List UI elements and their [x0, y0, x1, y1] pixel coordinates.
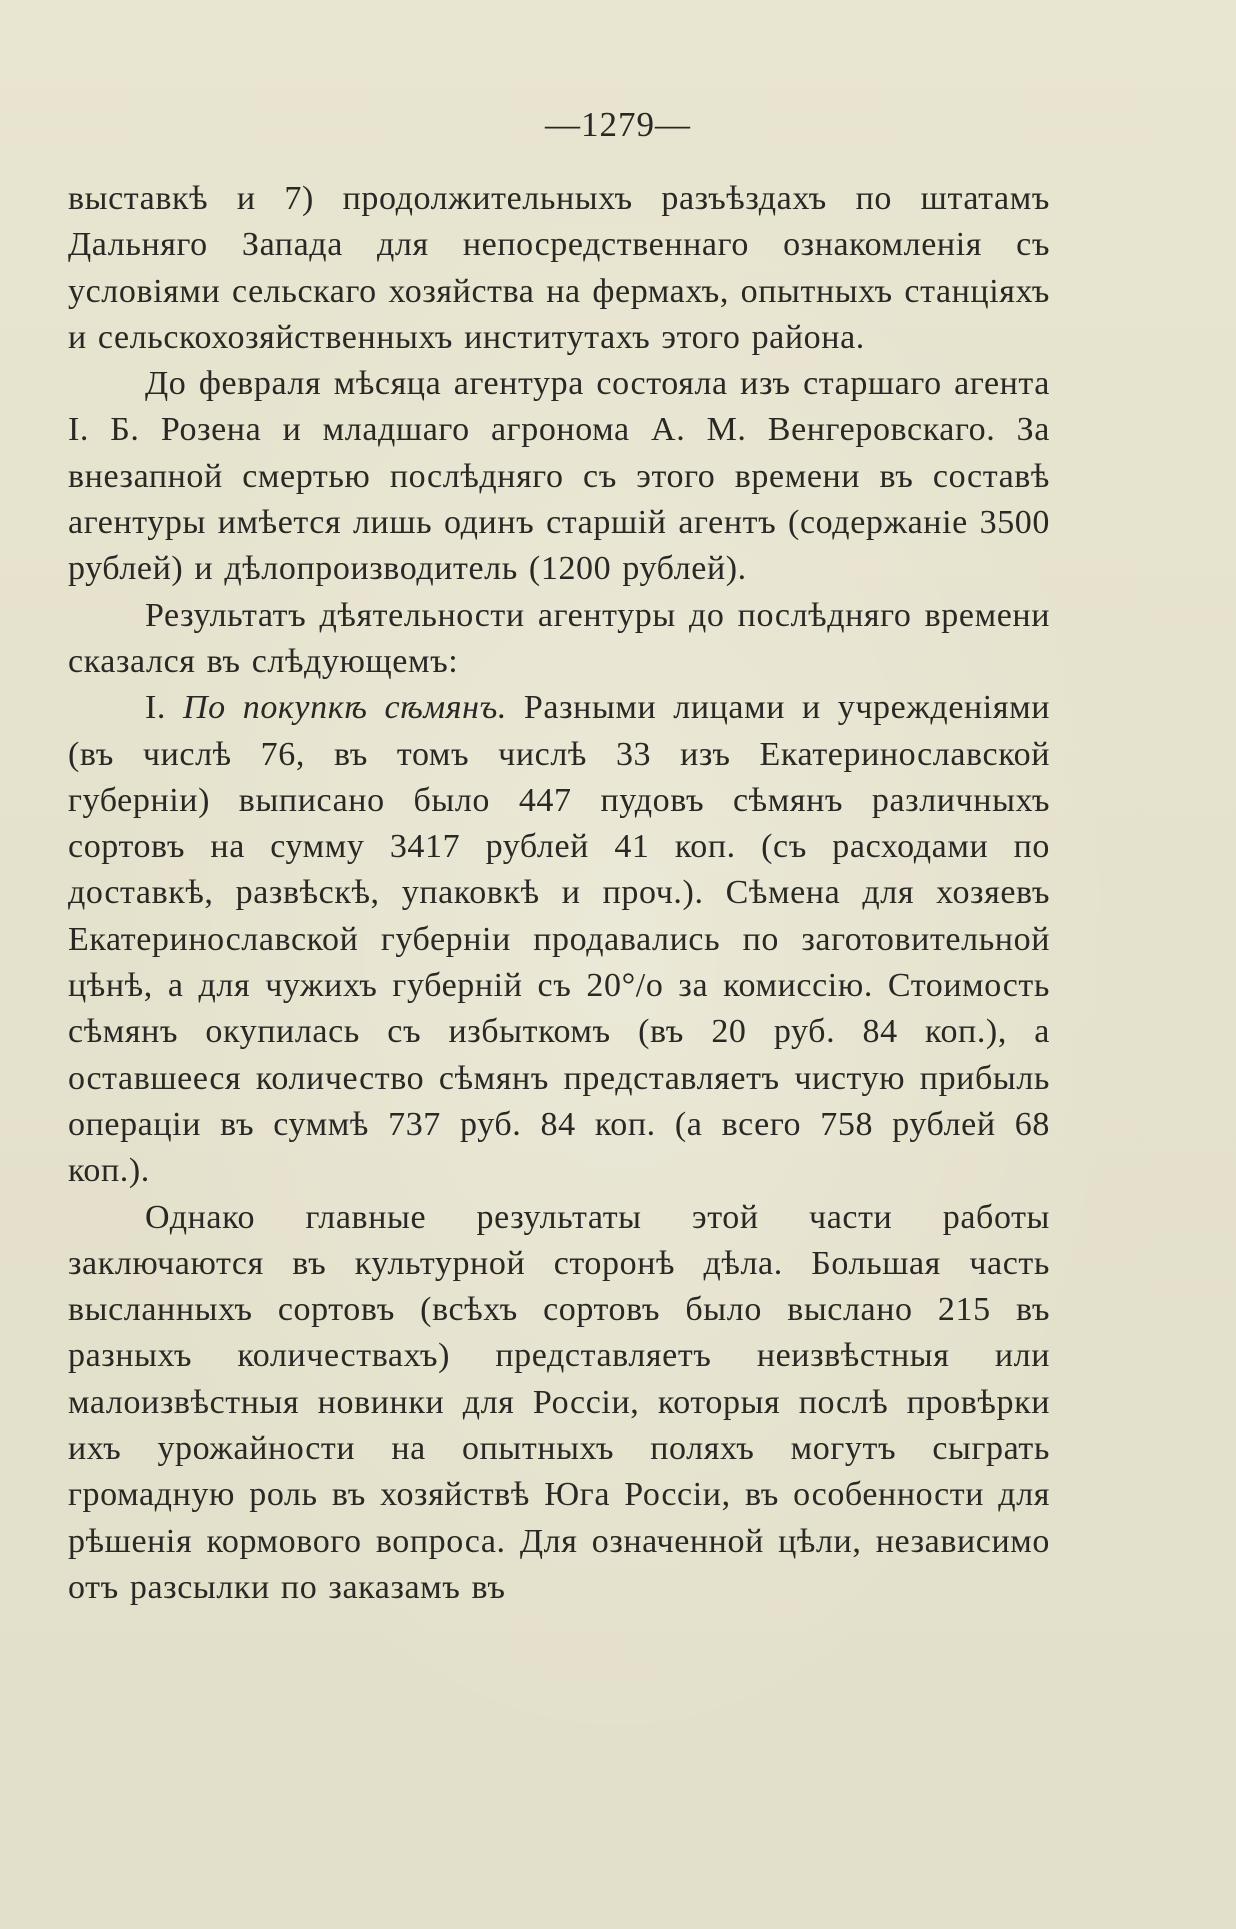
section-text: Разными лицами и учрежденіями (въ числѣ 76, въ томъ числѣ 33 изъ Екатеринославской губерніи) выписано было 447 пудовъ сѣмянъ различныхъ сортовъ на сумму 3417 рублей 41 коп. (съ расходами по доставкѣ, развѣскѣ, упаковкѣ и проч.). Сѣмена для хозяевъ Екатеринославской губерніи продавались по заготовительной цѣнѣ, а для чужихъ губерній съ 20°/о за комиссію. Стоимость сѣмянъ окупилась съ избыткомъ (въ 20 руб. 84 коп.), а оставшееся количество сѣмянъ представляетъ чистую прибыль операціи въ суммѣ 737 руб. 84 коп. (а всего 758 рублей 68 коп.). [68, 689, 1051, 1190]
paragraph-seed-purchase [68, 685, 1050, 1194]
section-numeral: І. [145, 689, 167, 727]
paragraph-cultural-results: Однако главные результаты этой части работы заключаются въ культурной сторонѣ дѣла. Большая часть высланныхъ сортовъ (всѣхъ сортовъ было выслано 215 въ разныхъ количествахъ) представляетъ неизвѣстныя или малоизвѣстныя новинки для Россіи, которыя послѣ провѣрки ихъ урожайности на опытныхъ поляхъ могутъ сыграть громадную роль въ хозяйствѣ Юга Россіи, въ особенности для рѣшенія кормового вопроса. Для означенной цѣли, независимо отъ разсылки по заказамъ въ [68, 1198, 1050, 1606]
section-heading: По покупкѣ сѣмянъ. [183, 689, 507, 727]
paragraph-results-intro: Результатъ дѣятельности агентуры до послѣдняго времени сказался въ слѣдующемъ: [68, 596, 1050, 680]
paragraph-continuation: выставкѣ и 7) продолжительныхъ разъѣздахъ по штатамъ Дальняго Запада для непосредственнаго ознакомленія съ условіями сельскаго хозяйства на фермахъ, опытныхъ станціяхъ и сельскохозяйственныхъ институтахъ этого района. [68, 180, 1050, 356]
paragraph-agency-staff: До февраля мѣсяца агентура состояла изъ старшаго агента І. Б. Розена и младшаго агронома А. М. Венгеровскаго. За внезапной смертью послѣдняго съ этого времени въ составѣ агентуры имѣется лишь одинъ старшій агентъ (содержаніе 3500 рублей) и дѣлопроизводитель (1200 рублей). [68, 365, 1050, 588]
page-number: —1279— [545, 105, 691, 144]
body-text [68, 176, 1050, 1611]
